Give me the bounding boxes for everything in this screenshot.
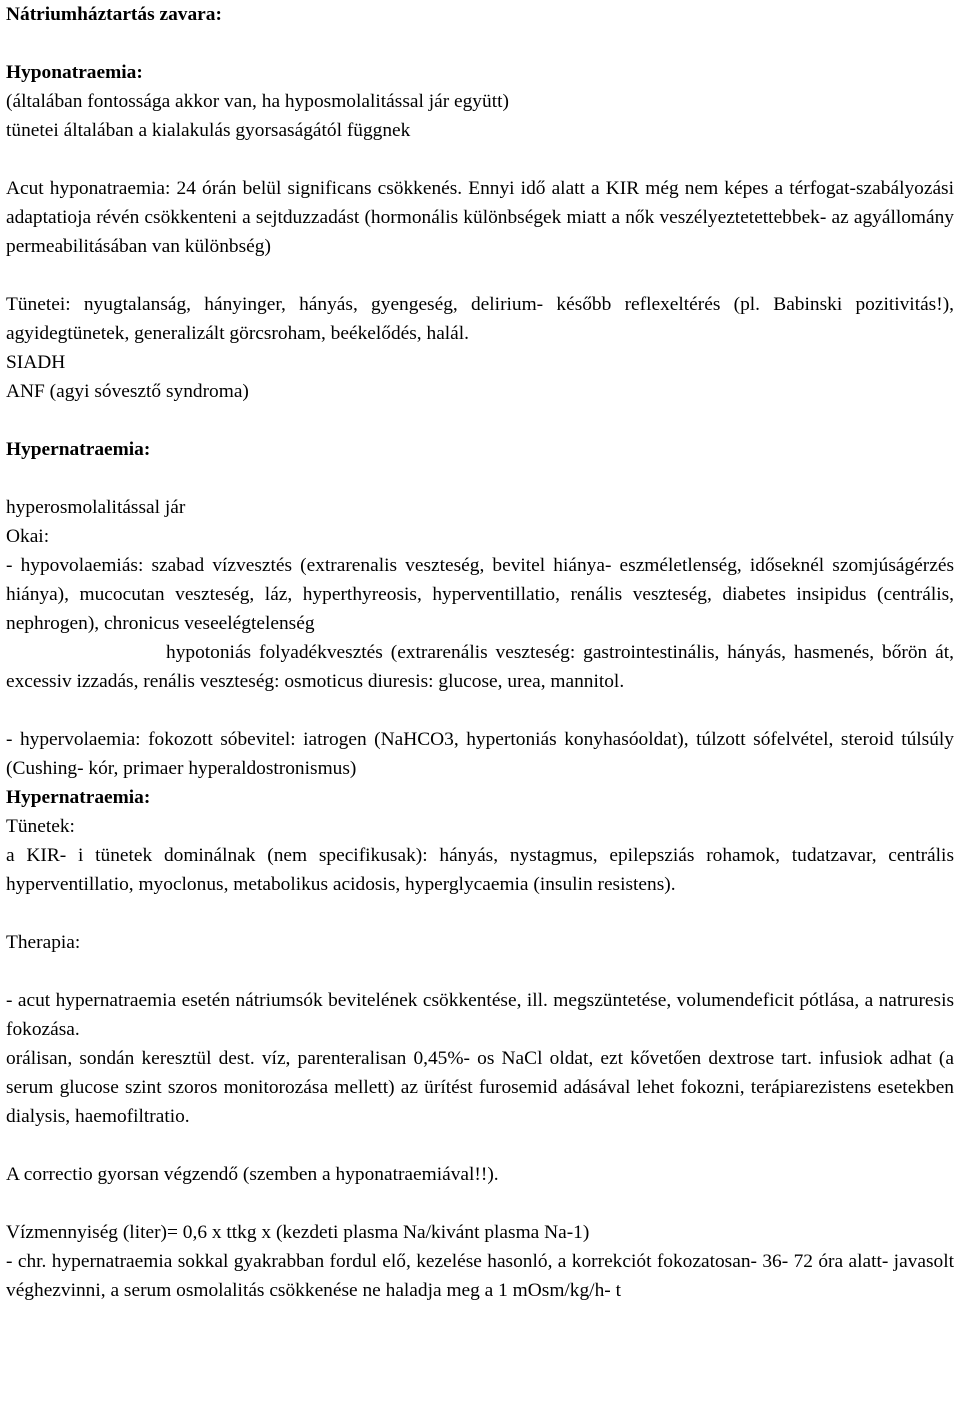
therapy-label: Therapia: (6, 932, 81, 953)
hyponatraemia-heading: Hyponatraemia: (6, 62, 143, 83)
spacer (6, 1189, 954, 1218)
oral-therapy-paragraph: orálisan, sondán keresztül dest. víz, parenteralisan 0,45%- os NaCl oldat, ezt kővetően dextrose tart. infusiok adhat (a serum glucose szint szoros monitorozása mellett) az ürítést furosemid adásával lehet fokozni, terápiarezistens esetekben dialysis, haemofiltratio. (6, 1048, 954, 1127)
acute-hyponatraemia-paragraph: Acut hyponatraemia: 24 órán belül significans csökkenés. Ennyi idő alatt a KIR még nem képes a térfogat-szabályozási adaptatioja révén csökkenteni a sejtduzzadást (hormonális különbségek miatt a nők veszélyeztetettebbek- az agyállomány permeabilitásában van különbség) (6, 178, 954, 257)
hypotonic-text: hypotoniás folyadékvesztés (extrarenális veszteség: gastrointestinális, hányás, hasmenés, bőrön át, excessiv izzadás, renális veszteség: osmoticus diuresis: glucose, urea, mannitol. (6, 642, 954, 692)
hypernatraemia-heading-2: Hypernatraemia: (6, 787, 151, 808)
acute-therapy-paragraph: - acut hypernatraemia esetén nátriumsók bevitelének csökkentése, ill. megszüntetése, volumendeficit pótlása, a natruresis fokozása. (6, 990, 954, 1040)
hyper-symptoms-paragraph: a KIR- i tünetek dominálnak (nem specifikusak): hányás, nystagmus, epilepsziás rohamok, tudatzavar, centrális hyperventillatio, myoclonus, metabolikus acidosis, hyperglycaemia (insulin resistens). (6, 845, 954, 895)
causes-label: Okai: (6, 526, 50, 547)
hypotonic-paragraph (6, 638, 954, 696)
hypernatraemia-heading: Hypernatraemia: (6, 439, 151, 460)
document-title: Nátriumháztartás zavara: (6, 4, 222, 25)
spacer (6, 29, 954, 58)
water-formula-line: Vízmennyiség (liter)= 0,6 x ttkg x (kezdeti plasma Na/kivánt plasma Na-1) (6, 1222, 590, 1243)
hypo-note-1: (általában fontossága akkor van, ha hyposmolalitással jár együtt) (6, 91, 509, 112)
hypovolaemic-paragraph: - hypovolaemiás: szabad vízvesztés (extrarenalis veszteség, bevitel hiánya- eszméletlenség, időseknél szomjúságérzés hiánya), mucocutan veszteség, láz, hyperthyreosis, hyperventillatio, renális veszteség, diabetes insipidus (centrális, nephrogen), chronicus veseelégtelenség (6, 555, 954, 634)
hypo-note-2: tünetei általában a kialakulás gyorsaságától függnek (6, 120, 411, 141)
spacer (6, 464, 954, 493)
correction-line: A correctio gyorsan végzendő (szemben a hyponatraemiával!!). (6, 1164, 499, 1185)
document-page (6, 0, 954, 1305)
spacer (6, 145, 954, 174)
spacer (6, 261, 954, 290)
spacer (6, 957, 954, 986)
hyperosmolality-line: hyperosmolalitással jár (6, 497, 186, 518)
siadh-line: SIADH (6, 352, 66, 373)
chronic-therapy-paragraph: - chr. hypernatraemia sokkal gyakrabban fordul elő, kezelése hasonló, a korrekciót fokozatosan- 36- 72 óra alatt- javasolt véghezvinni, a serum osmolalitás csökkenése ne haladja meg a 1 mOsm/kg/h- t (6, 1251, 954, 1301)
symptoms-label: Tünetek: (6, 816, 75, 837)
spacer (6, 1131, 954, 1160)
spacer (6, 696, 954, 725)
hypo-symptoms-paragraph: Tünetei: nyugtalanság, hányinger, hányás, gyengeség, delirium- később reflexeltérés (pl. Babinski pozitivitás!), agyidegtünetek, generalizált görcsroham, beékelődés, halál. (6, 294, 954, 344)
spacer (6, 406, 954, 435)
spacer (6, 899, 954, 928)
anf-line: ANF (agyi sóvesztő syndroma) (6, 381, 249, 402)
hypervolaemic-paragraph: - hypervolaemia: fokozott sóbevitel: iatrogen (NaHCO3, hypertoniás konyhasóoldat), túlzott sófelvétel, steroid túlsúly (Cushing- kór, primaer hyperaldostronismus) (6, 729, 954, 779)
